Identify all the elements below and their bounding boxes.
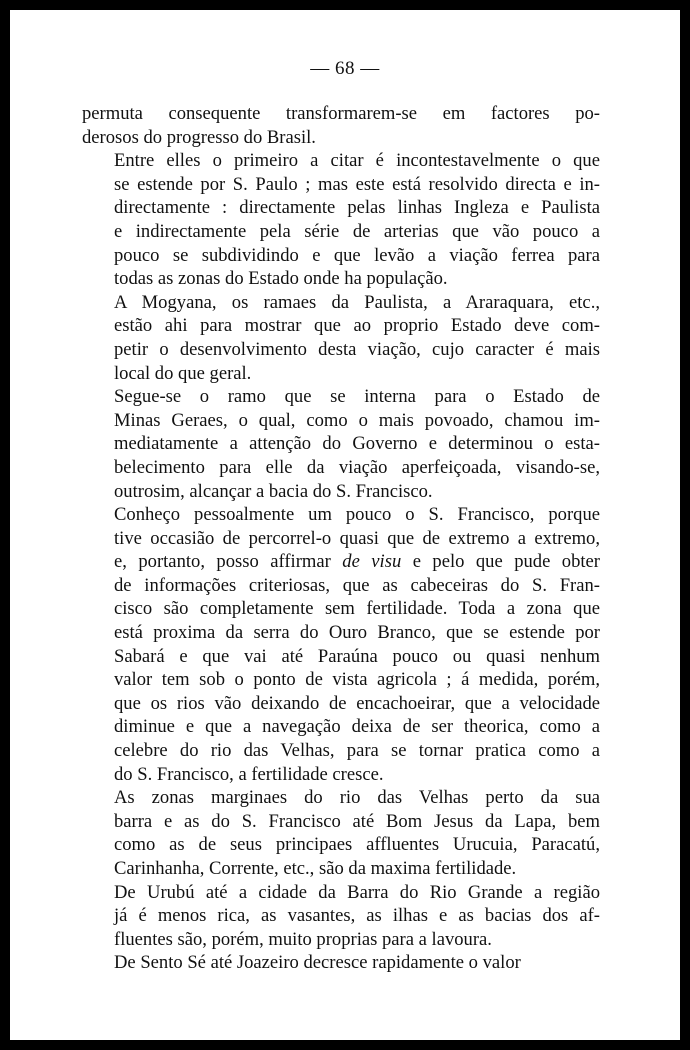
text-line: Segue-se o ramo que se interna para o Estado de — [114, 386, 600, 408]
paragraph — [82, 102, 600, 149]
text-line: celebre do rio das Velhas, para se tornar pratica como a — [114, 740, 600, 762]
text-line: Carinhanha, Corrente, etc., são da maxima fertilidade. — [114, 858, 517, 879]
page-number: — 68 — — [310, 58, 380, 79]
text-line: e indirectamente pela série de arterias que vão pouco a — [114, 220, 600, 242]
text-line: todas as zonas do Estado onde ha população. — [114, 268, 448, 290]
text-line: Conheço pessoalmente um pouco o S. Francisco, porque — [114, 504, 600, 526]
text-line: já é menos rica, as vasantes, as ilhas e as bacias dos af- — [114, 905, 600, 927]
text-line: mediatamente a attenção do Governo e determinou o esta- — [114, 433, 600, 455]
text-line: tive occasião de percorrel-o quasi que de extremo a extremo, — [114, 527, 600, 549]
text-line: petir o desenvolvimento desta viação, cujo caracter é mais — [114, 338, 600, 360]
text-line: está proxima da serra do Ouro Branco, que se estende por — [114, 622, 600, 644]
paragraph — [82, 881, 600, 952]
paragraph — [82, 385, 600, 503]
text-line: estão ahi para mostrar que ao proprio Estado deve com- — [114, 315, 600, 337]
text-line: pouco se subdividindo e que levão a viação ferrea para — [114, 244, 600, 266]
text-line: e, portanto, posso affirmar de visu e pelo que pude obter — [114, 551, 600, 573]
text-line: directamente : directamente pelas linhas Ingleza e Paulista — [114, 197, 600, 219]
text-line: local do que geral. — [114, 362, 252, 384]
text-line: belecimento para elle da viação aperfeiçoada, visando-se, — [114, 456, 600, 478]
body-text — [82, 102, 600, 975]
text-line: fluentes são, porém, muito proprias para a lavoura. — [114, 928, 492, 950]
text-line: barra e as do S. Francisco até Bom Jesus da Lapa, bem — [114, 810, 600, 832]
text-line: De Sento Sé até Joazeiro decresce rapidamente o valor — [114, 952, 521, 974]
text-line: valor tem sob o ponto de vista agricola ; á medida, porém, — [114, 669, 600, 691]
paragraph — [82, 503, 600, 786]
paragraph — [82, 951, 600, 975]
text-line: Minas Geraes, o qual, como o mais povoado, chamou im- — [114, 409, 600, 431]
text-line: se estende por S. Paulo ; mas este está resolvido directa e in- — [114, 173, 600, 195]
paragraph — [82, 786, 600, 880]
text-line: derosos do progresso do Brasil. — [82, 126, 316, 148]
text-line: outrosim, alcançar a bacia do S. Francisco. — [114, 480, 433, 502]
text-line: cisco são completamente sem fertilidade. Toda a zona que — [114, 598, 600, 620]
text-line: A Mogyana, os ramaes da Paulista, a Araraquara, etc., — [114, 291, 600, 313]
text-line: De Urubú até a cidade da Barra do Rio Grande a região — [114, 881, 600, 903]
text-line: Sabará e que vai até Paraúna pouco ou quasi nenhum — [114, 645, 600, 667]
text-line: diminue e que a navegação deixa de ser theorica, como a — [114, 716, 600, 738]
book-page — [10, 10, 680, 1040]
paragraph — [82, 291, 600, 385]
text-line: como as de seus principaes affluentes Urucuia, Paracatú, — [114, 834, 600, 856]
paragraph — [82, 149, 600, 291]
text-line: de informações criteriosas, que as cabeceiras do S. Fran- — [114, 574, 600, 596]
italic-phrase: de visu — [342, 551, 402, 573]
text-line: que os rios vão deixando de encachoeirar, que a velocidade — [114, 692, 600, 714]
text-line: As zonas marginaes do rio das Velhas perto da sua — [114, 787, 600, 809]
text-line: permuta consequente transformarem-se em factores po- — [82, 103, 600, 124]
text-line: do S. Francisco, a fertilidade cresce. — [114, 763, 384, 785]
text-line: Entre elles o primeiro a citar é incontestavelmente o que — [114, 150, 600, 172]
